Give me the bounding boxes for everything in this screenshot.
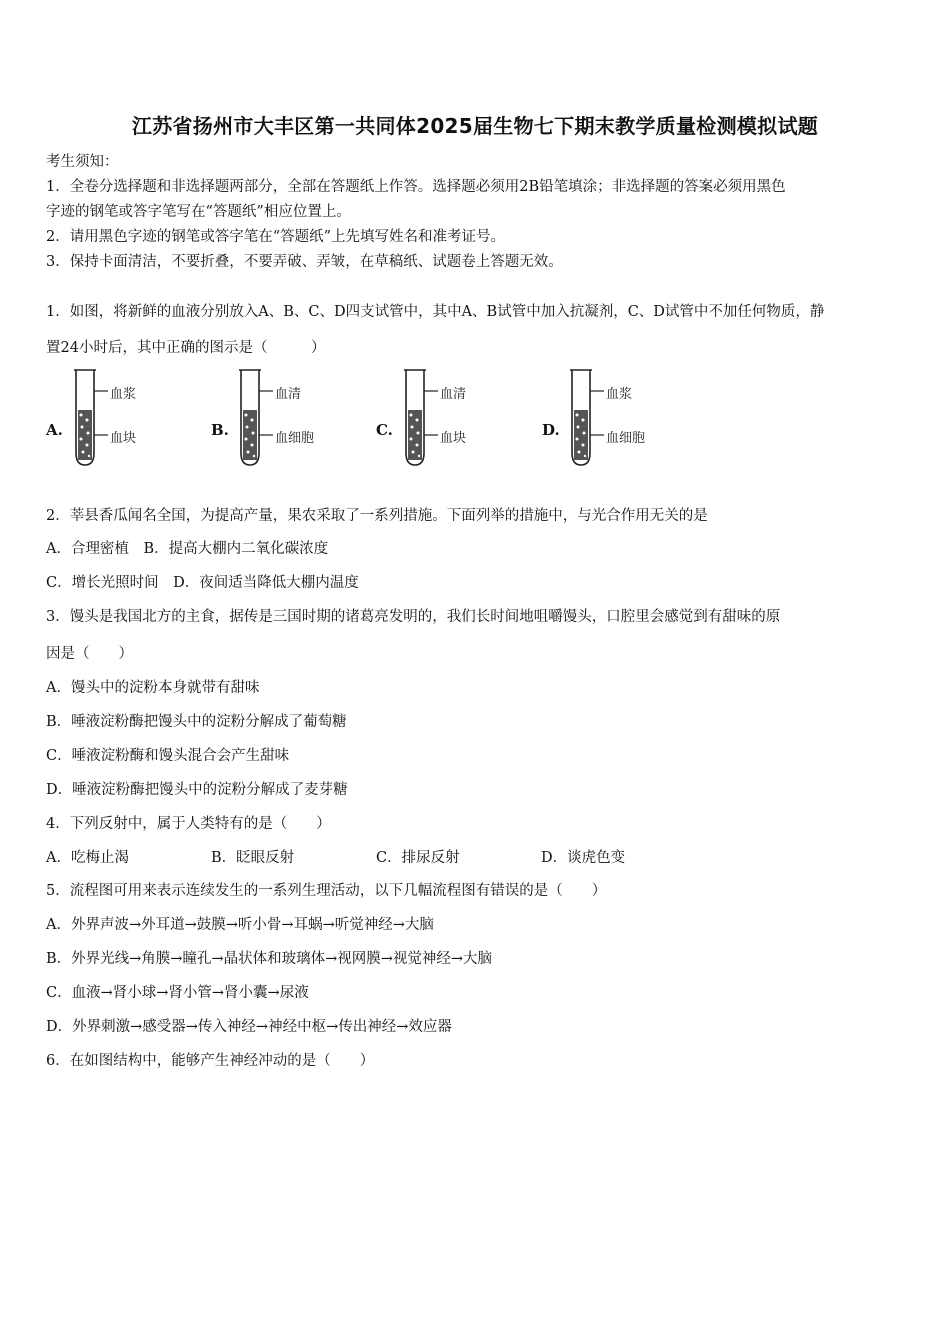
test-tube-icon	[564, 365, 614, 470]
q5-option-d: D．外界刺激→感受器→传入神经→神经中枢→传出神经→效应器	[46, 1019, 452, 1035]
notice-line-1: 1．全卷分选择题和非选择题两部分，全部在答题纸上作答。选择题必须用2B铅笔填涂；非选择题的答案必须用黑色	[46, 179, 786, 195]
tube-letter: B.	[211, 421, 229, 439]
tube-letter: A.	[46, 421, 63, 439]
q3-option-a: A．馒头中的淀粉本身就带有甜味	[46, 680, 260, 696]
q4-stem: 4．下列反射中，属于人类特有的是（ ）	[46, 816, 331, 832]
q5-option-c: C．血液→肾小球→肾小管→肾小囊→尿液	[46, 985, 309, 1001]
tube-letter: C.	[376, 421, 393, 439]
q4-option-a: A．吃梅止渴	[46, 850, 129, 866]
q3-option-b: B．唾液淀粉酶把馒头中的淀粉分解成了葡萄糖	[46, 714, 347, 730]
q5-option-b: B．外界光线→角膜→瞳孔→晶状体和玻璃体→视网膜→视觉神经→大脑	[46, 951, 493, 967]
tube-bottom-label: 血细胞	[606, 431, 646, 446]
q2-options-row-2: C．增长光照时间 D．夜间适当降低大棚内温度	[46, 575, 359, 591]
q1-stem-line-2: 置24小时后，其中正确的图示是（ ）	[46, 340, 326, 356]
q3-option-c: C．唾液淀粉酶和馒头混合会产生甜味	[46, 748, 290, 764]
q3-stem-line-1: 3．馒头是我国北方的主食，据传是三国时期的诸葛亮发明的，我们长时间地咀嚼馒头，口腔里会感觉到有甜味的原	[46, 609, 781, 625]
q2-options-row-1: A．合理密植 B．提高大棚内二氧化碳浓度	[46, 541, 329, 557]
test-tube-icon	[68, 365, 118, 470]
tube-top-label: 血清	[440, 387, 467, 402]
notice-line-4: 3．保持卡面清洁，不要折叠，不要弄破、弄皱，在草稿纸、试题卷上答题无效。	[46, 254, 563, 270]
tube-bottom-label: 血细胞	[275, 431, 315, 446]
q3-option-d: D．唾液淀粉酶把馒头中的淀粉分解成了麦芽糖	[46, 782, 348, 798]
q6-stem: 6．在如图结构中，能够产生神经冲动的是（ ）	[46, 1053, 375, 1069]
q4-option-c: C．排尿反射	[376, 850, 460, 866]
test-tube-icon	[233, 365, 283, 470]
page-title: 江苏省扬州市大丰区第一共同体2025届生物七下期末教学质量检测模拟试题	[131, 114, 819, 138]
q4-option-b: B．眨眼反射	[211, 850, 295, 866]
tube-top-label: 血浆	[110, 387, 137, 402]
q2-stem: 2．莘县香瓜闻名全国，为提高产量，果农采取了一系列措施。下面列举的措施中，与光合作用无关的是	[46, 508, 708, 524]
q5-option-a: A．外界声波→外耳道→鼓膜→听小骨→耳蜗→听觉神经→大脑	[46, 917, 434, 933]
q3-stem-line-2: 因是（ ）	[46, 646, 133, 662]
tube-letter: D.	[542, 421, 560, 439]
q4-options	[46, 848, 706, 868]
notice-line-3: 2．请用黑色字迹的钢笔或答字笔在“答题纸”上先填写姓名和准考证号。	[46, 229, 506, 245]
q1-tube-figures	[46, 365, 906, 475]
notice-heading: 考生须知：	[46, 154, 119, 170]
tube-top-label: 血浆	[606, 387, 633, 402]
tube-option-c	[376, 365, 541, 475]
tube-bottom-label: 血块	[110, 431, 137, 446]
q4-option-d: D．谈虎色变	[541, 850, 626, 866]
q5-stem: 5．流程图可用来表示连续发生的一系列生理活动，以下几幅流程图有错误的是（ ）	[46, 883, 607, 899]
tube-option-a	[46, 365, 211, 475]
notice-line-2: 字迹的钢笔或答字笔写在“答题纸”相应位置上。	[46, 204, 351, 220]
tube-option-b	[211, 365, 376, 475]
tube-top-label: 血清	[275, 387, 302, 402]
tube-option-d	[542, 365, 707, 475]
tube-bottom-label: 血块	[440, 431, 467, 446]
q1-stem-line-1: 1．如图，将新鲜的血液分别放入A、B、C、D四支试管中，其中A、B试管中加入抗凝剂，C、D试管中不加任何物质，静	[46, 304, 825, 320]
test-tube-icon	[398, 365, 448, 470]
